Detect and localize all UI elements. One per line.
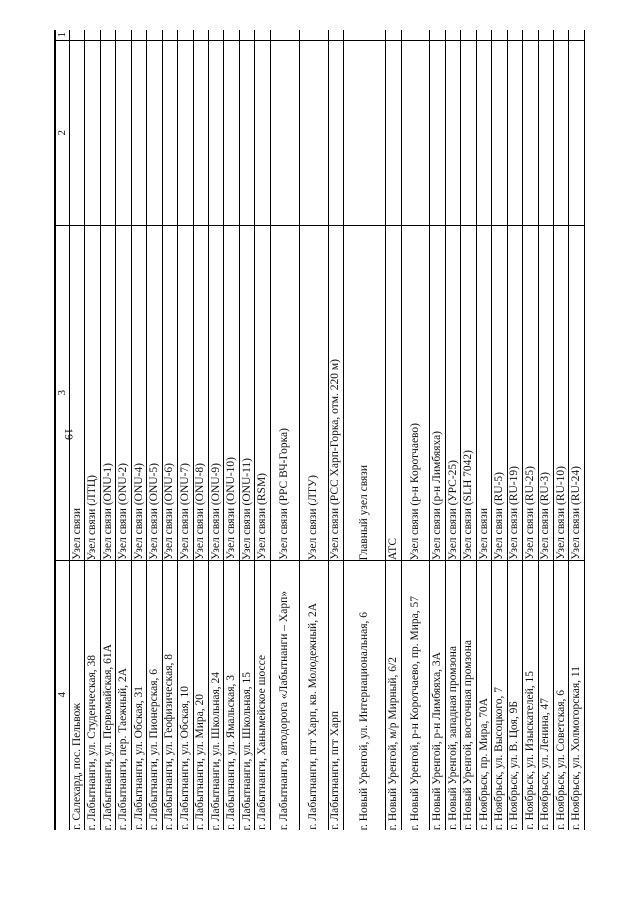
cell-node-type [461,225,475,561]
cell-empty [446,40,460,226]
cell-empty [85,40,99,226]
cell-address-text: г. Новый Уренгой, р-н Коротчаево, пр. Мира, 57 [408,595,421,830]
cell-address [85,560,99,830]
cell-address [477,560,491,830]
cell-empty [101,40,115,226]
cell-address [430,560,444,830]
cell-address [492,560,506,830]
cell-address [386,560,400,830]
cell-node-type-text: Узел связи (RSM) [256,473,269,560]
cell-node-type-text: Узел связи (РРС ВЧ-Горка) [278,428,291,560]
cell-empty [569,40,583,226]
cell-node-type-text: Узел связи (р-н Коротчаево) [408,422,421,560]
table-row [402,30,431,830]
cell-node-type-text: Узел связи (RU-10) [554,466,567,560]
table-row [101,30,116,830]
cell-empty [329,40,343,226]
cell-address [224,560,238,830]
table-row [163,30,178,830]
cell-address [194,560,208,830]
cell-address-text: г. Ноябрьск, пр. Мира, 70А [477,697,490,830]
cell-address-text: г. Ноябрьск, ул. Советская, 6 [554,690,567,830]
cell-address [209,560,223,830]
cell-node-type [300,225,328,561]
cell-node-type [446,225,460,561]
cell-empty [386,40,400,226]
table-row [70,30,85,830]
cell-address [402,560,430,830]
cell-node-type [344,225,385,561]
header-label-2: 2 [56,129,69,136]
cell-address-text: г. Лабытнанги, ул. Студенческая, 38 [86,654,99,830]
table-row [209,30,224,830]
cell-address-text: г. Лабытнанги, ул. Геофизическая, 8 [163,654,176,830]
table-row [477,30,492,830]
cell-empty [508,40,522,226]
cell-node-type [163,225,177,561]
cell-node-type [492,225,506,561]
cell-address [446,560,460,830]
cell-address-text: г. Лабытнанги, пер. Таежный, 2А [117,667,130,830]
cell-address-text: г. Лабытнанги, ул. Школьная, 24 [209,671,222,830]
cell-node-type [178,225,192,561]
cell-node-type [224,225,238,561]
cell-node-type [194,225,208,561]
cell-empty [70,40,84,226]
cell-address-text: г. Лабытнанги, ул. Первомайская, 61А [101,643,114,830]
cell-empty [539,40,553,226]
cell-node-type [523,225,537,561]
cell-address [101,560,115,830]
header-label-1: 1 [56,32,69,38]
cell-node-type-text: Узел связи (ONU-8) [194,463,207,560]
cell-node-type-text: Узел связи (ONU-7) [178,463,191,560]
cell-node-type-text: Узел связи (р-н Лимбяяха) [431,431,444,560]
cell-address [178,560,192,830]
cell-node-type [147,225,161,561]
cell-address-text: г. Лабытнанги, автодорога «Лабытнанги – Харп» [278,590,291,830]
table-row [461,30,476,830]
header-cell-3 [56,225,69,561]
cell-node-type [240,225,254,561]
header-cell-4 [56,560,69,830]
cell-empty [523,40,537,226]
cell-address-text: г. Новый Уренгой, ул. Интернациональная, 6 [358,611,371,830]
cell-node-type-text: Узел связи (ONU-1) [101,463,114,560]
cell-empty [492,40,506,226]
header-label-3: 3 [56,389,69,396]
cell-address [147,560,161,830]
cell-address-text: г. Салехард, пос. Пельвож [70,703,83,830]
cell-node-type [569,225,583,561]
cell-address [255,560,269,830]
cell-node-type [85,225,99,561]
table-row [523,30,538,830]
cell-empty [402,40,430,226]
header-row [55,30,70,830]
table-row [539,30,554,830]
cell-node-type-text: Узел связи (ONU-4) [132,463,145,560]
table-row [430,30,445,830]
cell-node-type [508,225,522,561]
cell-address [240,560,254,830]
cell-node-type [386,225,400,561]
header-cell-2 [56,40,69,226]
cell-node-type [539,225,553,561]
cell-address [569,560,583,830]
cell-empty [300,40,328,226]
header-label-4: 4 [56,692,69,698]
cell-node-type-text: Узел связи (RU-3) [539,472,552,560]
cell-node-type [477,225,491,561]
cell-node-type [329,225,343,561]
table-row [508,30,523,830]
cell-address-text: г. Новый Уренгой, западная промзона [446,646,459,830]
cell-address [539,560,553,830]
cell-node-type [430,225,444,561]
table-row [255,30,270,830]
table-row [194,30,209,830]
cell-address [70,560,84,830]
cell-node-type-text: Узел связи (УРС-25) [446,460,459,560]
document-table [54,30,585,830]
cell-empty [255,40,269,226]
cell-empty [194,40,208,226]
cell-address [329,560,343,830]
cell-address-text: г. Лабытнанги, Ханымейское шоссе [256,655,269,830]
cell-empty [461,40,475,226]
cell-node-type-text: Узел связи (ЛТЦ) [86,474,99,560]
cell-node-type-text: Узел связи [70,508,83,560]
cell-node-type [101,225,115,561]
cell-address-text: г. Ноябрьск, ул. Высоцкого, 7 [492,686,505,830]
cell-empty [209,40,223,226]
table-row [344,30,386,830]
cell-empty [178,40,192,226]
cell-address-text: г. Ноябрьск, ул. Ленина, 47 [539,698,552,830]
cell-node-type-text: Узел связи (RU-24) [570,466,583,560]
cell-node-type [255,225,269,561]
cell-address [508,560,522,830]
cell-empty [147,40,161,226]
cell-node-type [271,225,299,561]
cell-node-type [116,225,130,561]
table-row [329,30,344,830]
cell-address [344,560,385,830]
cell-address-text: г. Лабытнанги, ул. Мира, 20 [194,694,207,830]
cell-node-type-text: Узел связи (ONU-9) [209,463,222,560]
cell-address [132,560,146,830]
cell-address-text: г. Новый Уренгой, м/р Мирный, 6/2 [386,656,399,830]
cell-empty [224,40,238,226]
cell-empty [132,40,146,226]
cell-address-text: г. Лабытнанги, ул. Школьная, 15 [240,671,253,830]
table-row [554,30,569,830]
cell-address-text: г. Лабытнанги, пгт Харп [329,711,342,830]
cell-address-text: г. Лабытнанги, ул. Пионерская, 6 [147,668,160,830]
table-row [116,30,131,830]
table-row [132,30,147,830]
cell-node-type [402,225,430,561]
cell-empty [477,40,491,226]
cell-node-type-text: Узел связи (ONU-6) [163,463,176,560]
table-row [271,30,300,830]
cell-address-text: г. Ноябрьск, ул. В. Цоя, 9Б [508,701,521,830]
cell-node-type-text: АТС [386,538,399,560]
cell-empty [240,40,254,226]
cell-node-type-text: Узел связи (ONU-11) [240,457,253,560]
cell-node-type-text: Узел связи (ONU-2) [117,463,130,560]
cell-node-type [209,225,223,561]
cell-address-text: г. Лабытнанги, ул. Обская, 31 [132,686,145,830]
cell-address-text: г. Новый Уренгой, р-н Лимбяяха, 3А [431,651,444,830]
table-row [224,30,239,830]
table-row [147,30,162,830]
cell-address [116,560,130,830]
cell-address [461,560,475,830]
cell-address [271,560,299,830]
table-row [492,30,507,830]
cell-node-type-text: Узел связи (RU-19) [508,466,521,560]
cell-empty [116,40,130,226]
cell-node-type [554,225,568,561]
cell-empty [344,40,385,226]
table-row [85,30,100,830]
cell-address [300,560,328,830]
cell-address-text: г. Лабытнанги, ул. Обская, 10 [178,686,191,830]
cell-node-type-text: Главный узел связи [358,464,371,560]
cell-empty [430,40,444,226]
table-row [446,30,461,830]
cell-address [523,560,537,830]
cell-node-type-text: Узел связи (SLH 7042) [462,450,475,560]
table-row [240,30,255,830]
cell-empty [554,40,568,226]
cell-address-text: г. Ноябрьск, ул. Холмогорская, 11 [570,666,583,830]
cell-node-type-text: Узел связи [477,508,490,560]
table-row [178,30,193,830]
cell-address [554,560,568,830]
cell-node-type-text: Узел связи (ONU-10) [225,457,238,560]
cell-address-text: г. Лабытнанги, ул. Ямальская, 3 [225,675,238,830]
cell-node-type [70,225,84,561]
page-number: 19 [62,428,76,440]
cell-address-text: г. Новый Уренгой, восточная промзона [462,640,475,830]
cell-address-text: г. Лабытнанги, пгт Харп, кв. Молодежный, 2А [307,603,320,830]
cell-node-type-text: Узел связи (ЛТУ) [307,474,320,560]
cell-node-type-text: Узел связи (RU-25) [523,466,536,560]
cell-empty [271,40,299,226]
cell-empty [163,40,177,226]
cell-node-type [132,225,146,561]
cell-address-text: г. Ноябрьск, ул. Изыскателей, 15 [523,671,536,830]
cell-node-type-text: Узел связи (RU-5) [492,472,505,560]
table-row [386,30,401,830]
cell-address [163,560,177,830]
table-row [300,30,329,830]
cell-node-type-text: Узел связи (ONU-5) [147,463,160,560]
table-row [569,30,584,830]
cell-node-type-text: Узел связи (РСС Харп-Горка, отм. 220 м) [329,359,342,560]
